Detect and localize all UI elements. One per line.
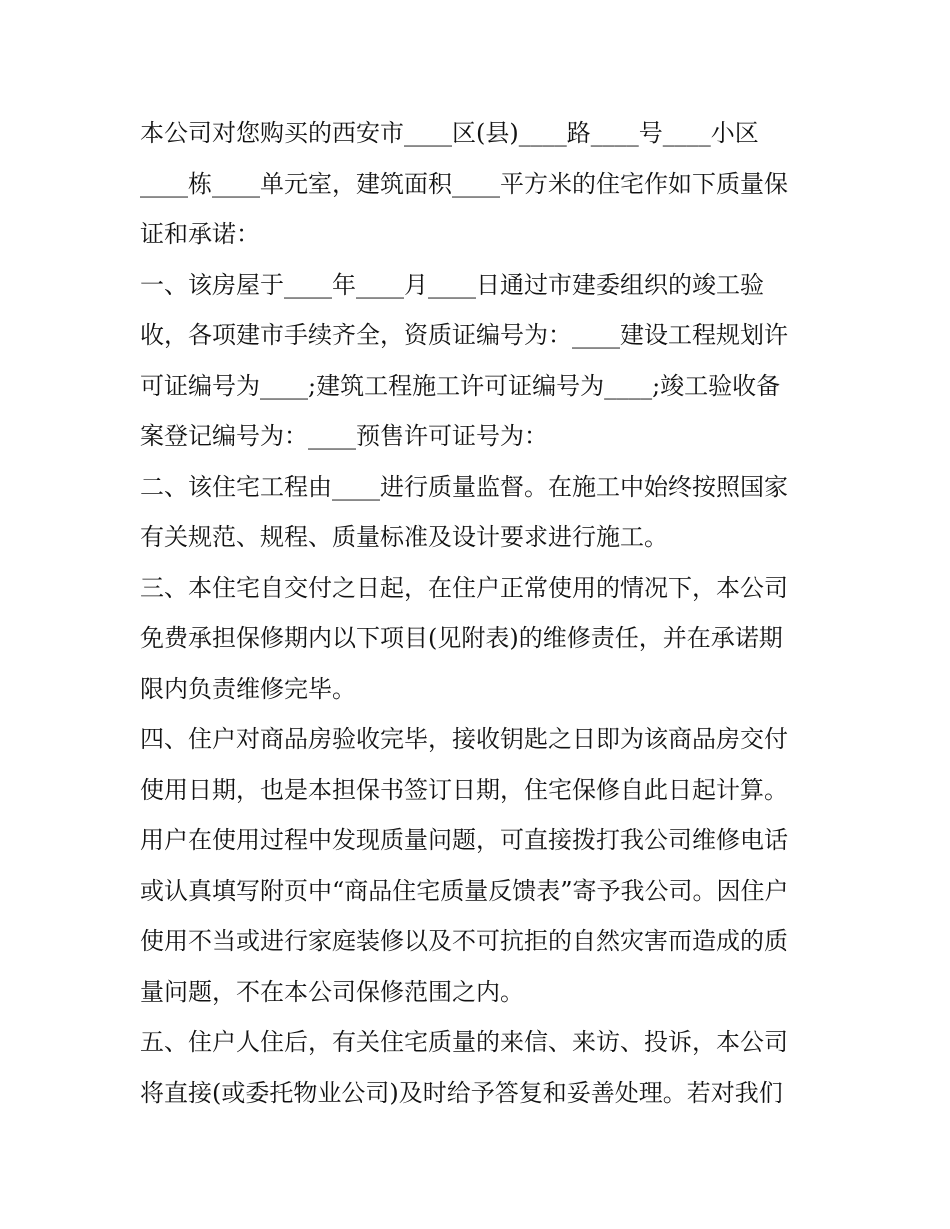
text-line: 本公司对您购买的西安市____区(县)____路____号____小区 (140, 119, 759, 147)
text-line: 限内负责维修完毕。 (140, 674, 356, 703)
text-line: 二、该住宅工程由____进行质量监督。在施工中始终按照国家 (140, 472, 788, 501)
text-line: 用户在使用过程中发现质量问题，可直接拨打我公司维修电话 (140, 826, 788, 854)
text-line: 可证编号为____;建筑工程施工许可证编号为____;竣工验收备 (140, 371, 781, 400)
text-line: 收，各项建市手续齐全，资质证编号为：____建设工程规划许 (140, 321, 788, 349)
text-line: 有关规范、规程、质量标准及设计要求进行施工。 (140, 523, 668, 551)
document-body (140, 108, 816, 1118)
text-line: 使用不当或进行家庭装修以及不可抗拒的自然灾害而造成的质 (140, 927, 788, 955)
text-line: 使用日期，也是本担保书签订日期，住宅保修自此日起计算。 (140, 775, 788, 804)
text-line: 或认真填写附页中“商品住宅质量反馈表”寄予我公司。因住户 (140, 876, 789, 905)
text-line: 量问题，不在本公司保修范围之内。 (140, 977, 524, 1006)
text-line: 证和承诺： (140, 220, 260, 248)
text-line: ____栋____单元室，建筑面积____平方米的住宅作如下质量保 (140, 169, 788, 198)
text-line: 五、住户人住后，有关住宅质量的来信、来访、投诉，本公司 (140, 1028, 788, 1056)
text-line: 三、本住宅自交付之日起，在住户正常使用的情况下，本公司 (140, 573, 788, 602)
text-line: 一、该房屋于____年____月____日通过市建委组织的竣工验 (140, 270, 764, 299)
text-line: 将直接(或委托物业公司)及时给予答复和妥善处理。若对我们 (140, 1078, 783, 1107)
text-line: 免费承担保修期内以下项目(见附表)的维修责任，并在承诺期 (140, 624, 783, 652)
text-line: 四、住户对商品房验收完毕，接收钥匙之日即为该商品房交付 (140, 725, 788, 753)
text-line: 案登记编号为：____预售许可证号为： (140, 422, 548, 450)
